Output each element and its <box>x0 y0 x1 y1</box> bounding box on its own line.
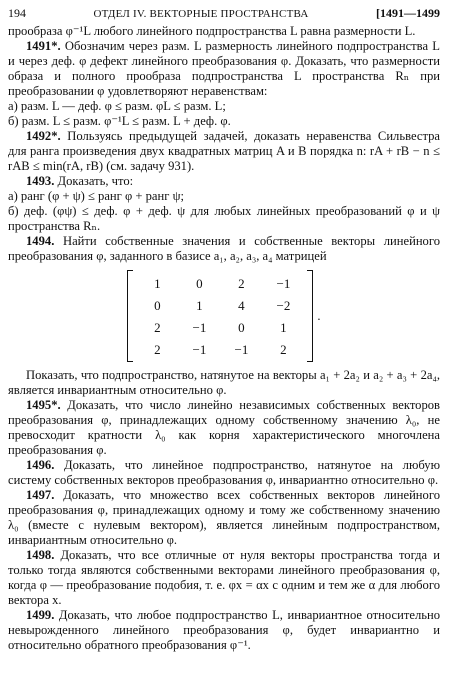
problem-1495 <box>8 398 440 458</box>
matrix-cell: 4 <box>238 297 245 313</box>
matrix-cell: −1 <box>192 319 207 335</box>
problem-number: 1497. <box>26 488 55 502</box>
matrix-cell: 1 <box>196 297 203 313</box>
matrix-cell: 2 <box>154 341 161 357</box>
problem-number: 1496. <box>26 458 55 472</box>
problem-1494 <box>8 234 440 264</box>
page-header <box>8 6 440 24</box>
problem-number: 1495*. <box>26 398 61 412</box>
matrix <box>127 270 313 362</box>
matrix-period: . <box>317 308 321 323</box>
page-body <box>8 24 440 653</box>
problem-text: Доказать, что: <box>57 174 134 188</box>
problem-text: Доказать, что множество всех собственных векторов линейного преобразования φ, принадлежащих одному и тому же собственному значению λ₀ (вместе с нулевым вектором), является линейным подпространством, инвариантным относительно φ. <box>8 488 440 547</box>
problem-range: [1491—1499 <box>376 6 440 20</box>
problem-text: Доказать, что все отличные от нуля векторы пространства тогда и только тогда являются собственными векторами линейного преобразования φ, когда φ — преобразование подобия, т. е. φx = αx с одним и тем же α для любого вектора x. <box>8 548 440 607</box>
matrix-cell: 0 <box>154 297 161 313</box>
problem-1496 <box>8 458 440 488</box>
problem-1491-b: б) разм. L ≤ разм. φ⁻¹L ≤ разм. L + деф. φ. <box>8 114 231 128</box>
problem-number: 1491*. <box>26 39 61 53</box>
problem-1492 <box>8 129 440 174</box>
problem-number: 1493. <box>26 174 55 188</box>
problem-number: 1492*. <box>26 129 61 143</box>
matrix-row <box>136 316 304 338</box>
matrix-cell: 2 <box>238 275 245 291</box>
page-number: 194 <box>8 6 26 20</box>
matrix-row <box>136 294 304 316</box>
matrix-cell: 0 <box>238 319 245 335</box>
matrix-cell: −1 <box>276 275 291 291</box>
matrix-cell: −1 <box>234 341 249 357</box>
matrix-cell: −1 <box>192 341 207 357</box>
paragraph-continuation: прообраза φ⁻¹L любого линейного подпространства L равна размерности L. <box>8 24 416 38</box>
problem-number: 1494. <box>26 234 55 248</box>
problem-1491-a: а) разм. L — деф. φ ≤ разм. φL ≤ разм. L; <box>8 99 226 113</box>
matrix-table <box>136 272 304 360</box>
matrix-block <box>8 270 440 362</box>
problem-1498 <box>8 548 440 608</box>
matrix-cell: 0 <box>196 275 203 291</box>
problem-1491 <box>8 39 440 99</box>
section-title: ОТДЕЛ IV. ВЕКТОРНЫЕ ПРОСТРАНСТВА <box>93 8 309 20</box>
problem-text: Найти собственные значения и собственные векторы линейного преобразования φ, заданного в базисе a₁, a₂, a₃, a₄ матрицей <box>8 234 441 263</box>
matrix-cell: 2 <box>154 319 161 335</box>
matrix-cell: −2 <box>276 297 291 313</box>
matrix-cell: 1 <box>154 275 161 291</box>
problem-text: Доказать, что число линейно независимых собственных векторов преобразования φ, принадлежащих одному собственному значению λ₀, не превосходит кратности λ₀ как корня характеристического многочлена преобразования φ. <box>8 398 440 457</box>
matrix-row <box>136 272 304 294</box>
problem-text: Доказать, что любое подпространство L, инвариантное относительно невырожденного линейного преобразования φ, будет инвариантно и относительно обратного преобразования φ⁻¹. <box>8 608 441 652</box>
problem-1497 <box>8 488 440 548</box>
problem-text: Доказать, что линейное подпространство, натянутое на любую систему собственных векторов преобразования φ, инвариантно относительно φ. <box>8 458 440 487</box>
problem-1494-continuation: Показать, что подпространство, натянутое на векторы a₁ + 2a₂ и a₂ + a₃ + 2a₄, является инвариантным относительно φ. <box>8 368 440 397</box>
problem-1493 <box>8 174 440 189</box>
problem-number: 1498. <box>26 548 55 562</box>
problem-1499 <box>8 608 440 653</box>
problem-1493-a: а) ранг (φ + ψ) ≤ ранг φ + ранг ψ; <box>8 189 184 203</box>
problem-number: 1499. <box>26 608 55 622</box>
problem-text: Обозначим через разм. L размерность линейного подпространства L и через деф. φ дефект линейного преобразования φ. Доказать, что размерности образа и полного прообраза подпространства L пространства Rₙ при преобразовании φ удовлетворяют неравенствам: <box>8 39 440 98</box>
matrix-row <box>136 338 304 360</box>
problem-text: Пользуясь предыдущей задачей, доказать неравенства Сильвестра для ранга произведения двух квадратных матриц A и B порядка n: rA + rB − n ≤ rAB ≤ min(rA, rB) (см. задачу 931). <box>8 129 440 173</box>
matrix-cell: 1 <box>280 319 287 335</box>
problem-1493-b: б) деф. (φψ) ≤ деф. φ + деф. ψ для любых линейных преобразований φ и ψ пространства Rₙ. <box>8 204 440 233</box>
matrix-cell: 2 <box>280 341 287 357</box>
